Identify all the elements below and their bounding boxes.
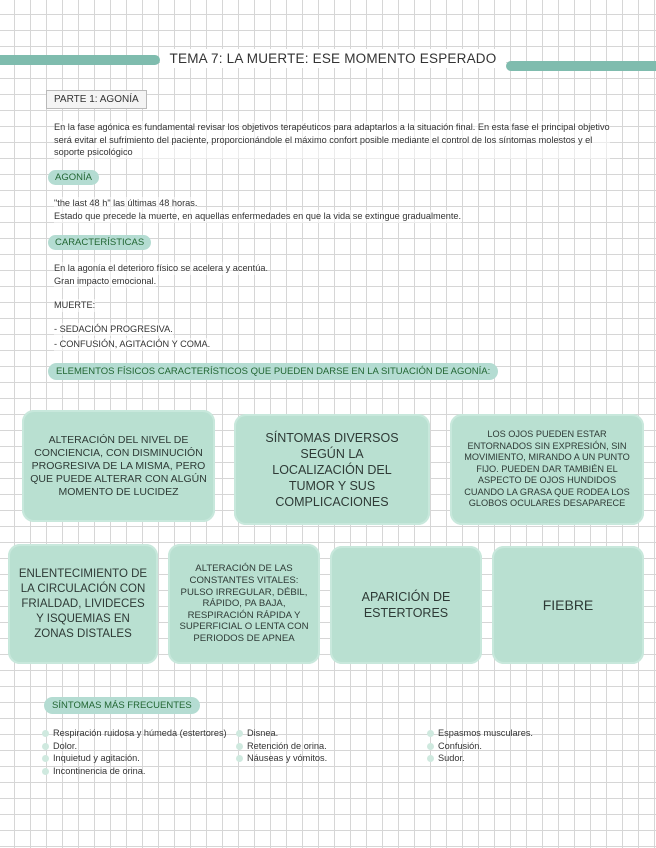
card-ojos	[450, 414, 644, 525]
card-constantes	[168, 544, 320, 664]
card-circulacion-text: ENLENTECIMIENTO DE LA CIRCULACIÓN CON FRIALDAD, LIVIDECES Y ISQUEMIAS EN ZONAS DISTALES	[18, 567, 148, 640]
muerte-label: MUERTE:	[54, 300, 96, 310]
list-item: Retención de orina.	[236, 740, 416, 753]
sintomas-heading: SÍNTOMAS MÁS FRECUENTES	[44, 697, 200, 714]
muerte-item-1: - SEDACIÓN PROGRESIVA.	[54, 324, 173, 334]
card-fiebre	[492, 546, 644, 664]
title-decoration-left	[0, 55, 160, 65]
card-estertores	[330, 546, 482, 664]
card-conciencia-text: ALTERACIÓN DEL NIVEL DE CONCIENCIA, CON DISMINUCIÓN PROGRESIVA DE LA MISMA, PERO QUE PUEDE ALTERAR CON ALGÚN MOMENTO DE LUCIDEZ	[30, 433, 207, 498]
caracteristicas-line-2: Gran impacto emocional.	[54, 276, 157, 286]
list-item: Confusión.	[427, 740, 607, 753]
page-title: TEMA 7: LA MUERTE: ESE MOMENTO ESPERADO	[160, 49, 506, 68]
caracteristicas-line-1: En la agonía el deterioro físico se acelera y acentúa.	[54, 263, 268, 273]
list-item: Respiración ruidosa y húmeda (estertores)	[42, 727, 232, 740]
intro-paragraph: En la fase agónica es fundamental revisar los objetivos terapéuticos para adaptarlos a la situación final. En esta fase el principal objetivo será evitar el sufrimiento del paciente, proporcionándole el máximo confort posible mediante el control de los síntomas molestos y el soporte psicológico	[54, 122, 610, 157]
card-sintomas-diversos-text: SÍNTOMAS DIVERSOS SEGÚN LA LOCALIZACIÓN DEL TUMOR Y SUS COMPLICACIONES	[265, 430, 399, 509]
sintomas-column-3	[427, 727, 607, 765]
agonia-heading: AGONÍA	[48, 170, 99, 185]
list-item: Incontinencia de orina.	[42, 765, 232, 778]
part-label: PARTE 1: AGONÍA	[46, 90, 147, 109]
elementos-heading: ELEMENTOS FÍSICOS CARACTERÍSTICOS QUE PUEDEN DARSE EN LA SITUACIÓN DE AGONÍA:	[48, 363, 498, 380]
card-constantes-text: ALTERACIÓN DE LAS CONSTANTES VITALES: PULSO IRREGULAR, DÉBIL, RÁPIDO, PA BAJA, RESPIRACIÓN RÁPIDA Y SUPERFICIAL O LENTA CON PERIODOS DE APNEA	[179, 563, 309, 644]
card-conciencia	[22, 410, 215, 522]
muerte-item-2: - CONFUSIÓN, AGITACIÓN Y COMA.	[54, 339, 211, 349]
card-fiebre-text: FIEBRE	[542, 596, 594, 613]
card-estertores-text: APARICIÓN DE ESTERTORES	[361, 590, 451, 620]
card-sintomas-diversos	[234, 414, 430, 525]
card-ojos-text: LOS OJOS PUEDEN ESTAR ENTORNADOS SIN EXPRESIÓN, SIN MOVIMIENTO, MIRANDO A UN PUNTO FIJO. PUEDEN DAR TAMBIÉN EL ASPECTO DE OJOS HUNDIDOS CUANDO LA GRASA QUE RODEA LOS GLOBOS OCULARES DESAPARECE	[464, 428, 630, 509]
card-circulacion	[8, 544, 158, 664]
list-item: Náuseas y vómitos.	[236, 752, 416, 765]
list-item: Inquietud y agitación.	[42, 752, 232, 765]
caracteristicas-heading: CARACTERÍSTICAS	[48, 235, 151, 250]
list-item: Sudor.	[427, 752, 607, 765]
agonia-line-1: "the last 48 h" las últimas 48 horas.	[54, 198, 198, 208]
list-item: Dolor.	[42, 740, 232, 753]
list-item: Espasmos musculares.	[427, 727, 607, 740]
sintomas-column-1	[42, 727, 232, 777]
agonia-line-2: Estado que precede la muerte, en aquellas enfermedades en que la vida se extingue gradualmente.	[54, 211, 462, 221]
list-item: Disnea.	[236, 727, 416, 740]
sintomas-column-2	[236, 727, 416, 765]
title-decoration-right	[506, 61, 656, 71]
